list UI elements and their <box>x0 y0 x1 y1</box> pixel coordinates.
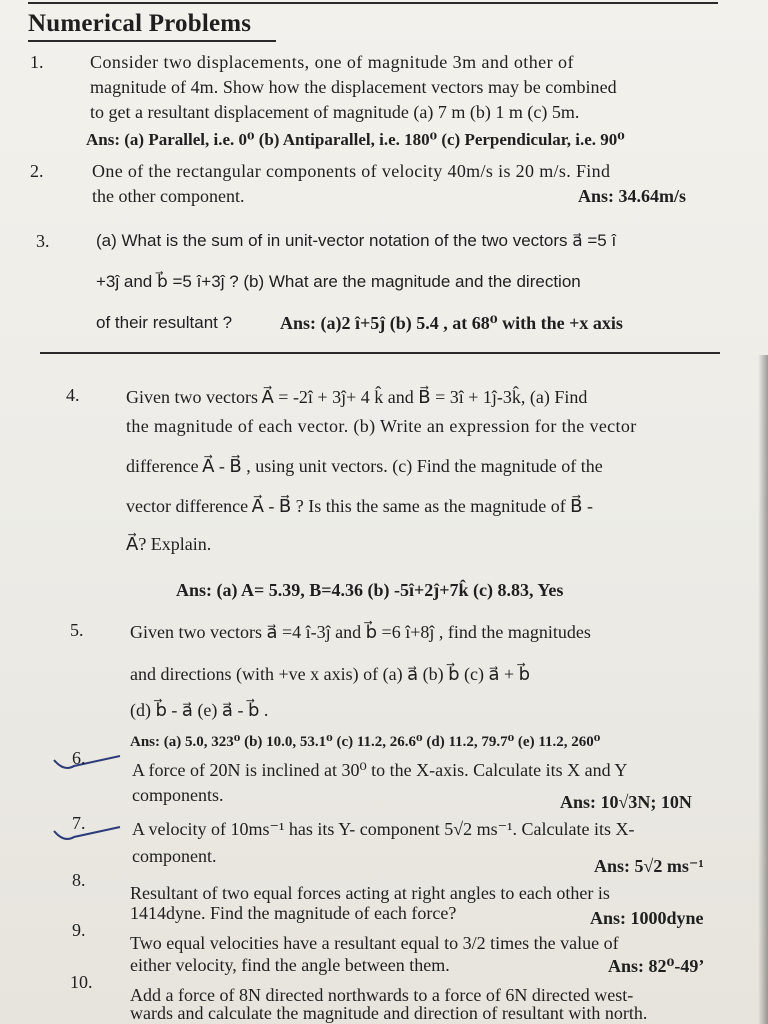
problem-3-number: 3. <box>36 231 50 251</box>
problem-7-number: 7. <box>72 813 86 833</box>
page-title: Numerical Problems <box>28 10 252 37</box>
problem-5-answer: Ans: (a) 5.0, 323⁰ (b) 10.0, 53.1⁰ (c) 11.2, 26.6⁰ (d) 11.2, 79.7⁰ (e) 11.2, 260⁰ <box>130 734 601 750</box>
problem-3-line-1: (a) What is the sum of in unit-vector notation of the two vectors a⃗ =5 î <box>96 231 617 250</box>
problem-9-answer: Ans: 82⁰-49’ <box>608 956 705 976</box>
problem-7-line-2: component. <box>132 846 217 866</box>
problem-10-line-1: Add a force of 8N directed northwards to a force of 6N directed west- <box>130 985 634 1005</box>
problem-4-line-4: vector difference A⃗ - B⃗ ? Is this the same as the magnitude of B⃗ - <box>126 496 594 516</box>
problem-5-line-3: (d) b⃗ - a⃗ (e) a⃗ - b⃗ . <box>130 700 269 720</box>
problem-1-line-1: Consider two displacements, one of magnitude 3m and other of <box>90 52 574 72</box>
problem-7-line-1: A velocity of 10ms⁻¹ has its Y- component 5√2 ms⁻¹. Calculate its X- <box>132 819 635 839</box>
top-rule <box>28 2 718 4</box>
problem-4-line-3: difference A⃗ - B⃗ , using unit vectors. (c) Find the magnitude of the <box>126 456 603 476</box>
problem-4-line-2: the magnitude of each vector. (b) Write an expression for the vector <box>126 416 637 436</box>
problem-4-answer: Ans: (a) A= 5.39, B=4.36 (b) -5î+2ĵ+7k̂ (c) 8.83, Yes <box>176 580 564 600</box>
problem-6-line-1: A force of 20N is inclined at 30⁰ to the X-axis. Calculate its X and Y <box>132 760 628 780</box>
problem-4-number: 4. <box>66 385 80 405</box>
page-edge-shadow <box>758 355 768 1024</box>
problem-2-line-2: the other component. <box>92 186 245 206</box>
problem-6-number: 6. <box>72 748 86 768</box>
problem-7-answer: Ans: 5√2 ms⁻¹ <box>594 856 704 876</box>
handwritten-tick-6 <box>52 752 122 772</box>
problem-1-line-2: magnitude of 4m. Show how the displacement vectors may be combined <box>90 77 617 97</box>
problem-4-line-5: A⃗? Explain. <box>126 534 212 554</box>
problem-1-number: 1. <box>30 52 44 72</box>
problem-3-line-2: +3ĵ and b⃗ =5 î+3ĵ ? (b) What are the magnitude and the direction <box>96 272 581 291</box>
problem-5-line-2: and directions (with +ve x axis) of (a) a⃗ (b) b⃗ (c) a⃗ + b⃗ <box>130 664 531 684</box>
problem-5-line-1: Given two vectors a⃗ =4 î-3ĵ and b⃗ =6 î+8ĵ , find the magnitudes <box>130 622 591 642</box>
problem-9-line-2: either velocity, find the angle between them. <box>130 955 450 975</box>
problem-6-line-2: components. <box>132 785 224 805</box>
problem-2-answer: Ans: 34.64m/s <box>578 186 687 206</box>
problem-8-line-1: Resultant of two equal forces acting at right angles to each other is <box>130 883 610 903</box>
problem-2-line-1: One of the rectangular components of velocity 40m/s is 20 m/s. Find <box>92 161 611 181</box>
problem-8-line-2: 1414dyne. Find the magnitude of each force? <box>130 903 457 923</box>
problem-10-line-2: wards and calculate the magnitude and direction of resultant with north. <box>130 1003 648 1023</box>
section-divider <box>40 352 720 354</box>
problem-6-answer: Ans: 10√3N; 10N <box>560 792 692 812</box>
problem-1-answer: Ans: (a) Parallel, i.e. 0⁰ (b) Antiparallel, i.e. 180⁰ (c) Perpendicular, i.e. 90⁰ <box>86 130 625 149</box>
problem-8-answer: Ans: 1000dyne <box>590 908 704 928</box>
handwritten-tick-7 <box>52 823 122 843</box>
problem-4-line-1: Given two vectors A⃗ = -2î + 3ĵ+ 4 k̂ and B⃗ = 3î + 1ĵ-3k̂, (a) Find <box>126 387 588 407</box>
title-underline <box>28 40 276 42</box>
problem-3-answer: Ans: (a)2 î+5ĵ (b) 5.4 , at 68⁰ with the +x axis <box>280 313 623 333</box>
problem-10-number: 10. <box>70 972 93 992</box>
problem-9-number: 9. <box>72 920 86 940</box>
problem-5-number: 5. <box>70 620 84 640</box>
problem-8-number: 8. <box>72 870 86 890</box>
problem-2-number: 2. <box>30 161 44 181</box>
problem-9-line-1: Two equal velocities have a resultant equal to 3/2 times the value of <box>130 933 619 953</box>
problem-1-line-3: to get a resultant displacement of magnitude (a) 7 m (b) 1 m (c) 5m. <box>90 102 580 122</box>
problem-3-line-3: of their resultant ? <box>96 313 233 332</box>
